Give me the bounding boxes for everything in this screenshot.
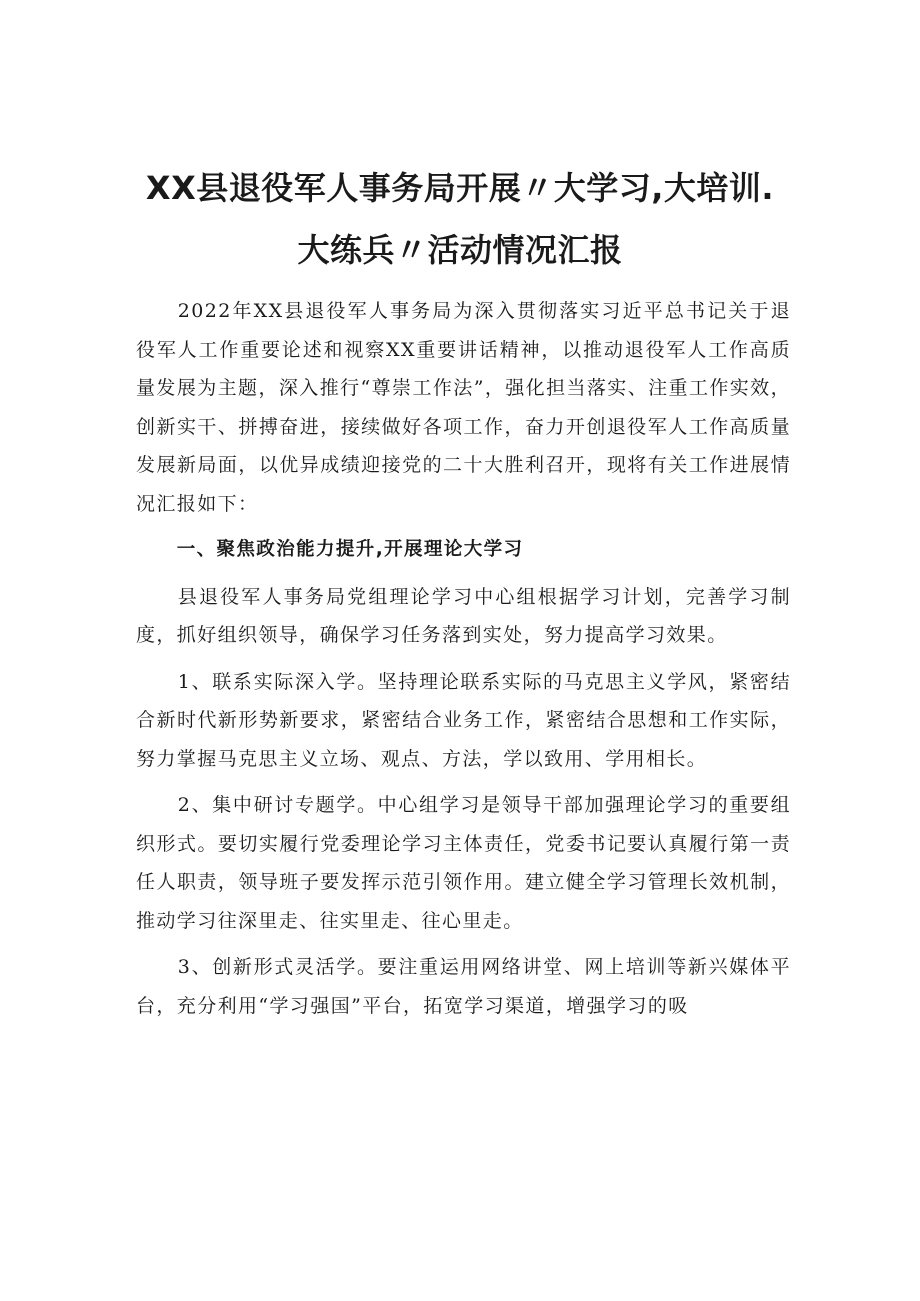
document-title-line-1: XX县退役军人事务局开展〃大学习,大培训. — [145, 169, 775, 207]
list-item-3: 3、创新形式灵活学。要注重运用网络讲堂、网上培训等新兴媒体平台，充分利用“学习强国”平台，拓宽学习渠道，增强学习的吸 — [136, 956, 791, 1017]
section-paragraph: 县退役军人事务局党组理论学习中心组根据学习计划，完善学习制度，抓好组织领导，确保学习任务落到实处，努力提高学习效果。 — [136, 585, 791, 646]
section-heading-1: 一、聚焦政治能力提升,开展理论大学习 — [176, 539, 524, 560]
intro-paragraph: 2022年XX县退役军人事务局为深入贯彻落实习近平总书记关于退役军人工作重要论述和视察XX重要讲话精神，以推动退役军人工作高质量发展为主题，深入推行“尊崇工作法”，强化担当落实、注重工作实效，创新实干、拼搏奋进，接续做好各项工作，奋力开创退役军人工作高质量发展新局面，以优异成绩迎接党的二十大胜利召开，现将有关工作进展情况汇报如下： — [136, 300, 791, 515]
document-body — [136, 292, 791, 1033]
list-item-1: 1、联系实际深入学。坚持理论联系实际的马克思主义学风，紧密结合新时代新形势新要求，紧密结合业务工作，紧密结合思想和工作实际，努力掌握马克思主义立场、观点、方法，学以致用、学用相长。 — [136, 670, 791, 770]
list-item-2: 2、集中研讨专题学。中心组学习是领导干部加强理论学习的重要组织形式。要切实履行党委理论学习主体责任，党委书记要认真履行第一责任人职责，领导班子要发挥示范引领作用。建立健全学习管理长效机制，推动学习往深里走、往实里走、往心里走。 — [136, 794, 791, 932]
document-title-line-2: 大练兵〃活动情况汇报 — [297, 231, 623, 269]
